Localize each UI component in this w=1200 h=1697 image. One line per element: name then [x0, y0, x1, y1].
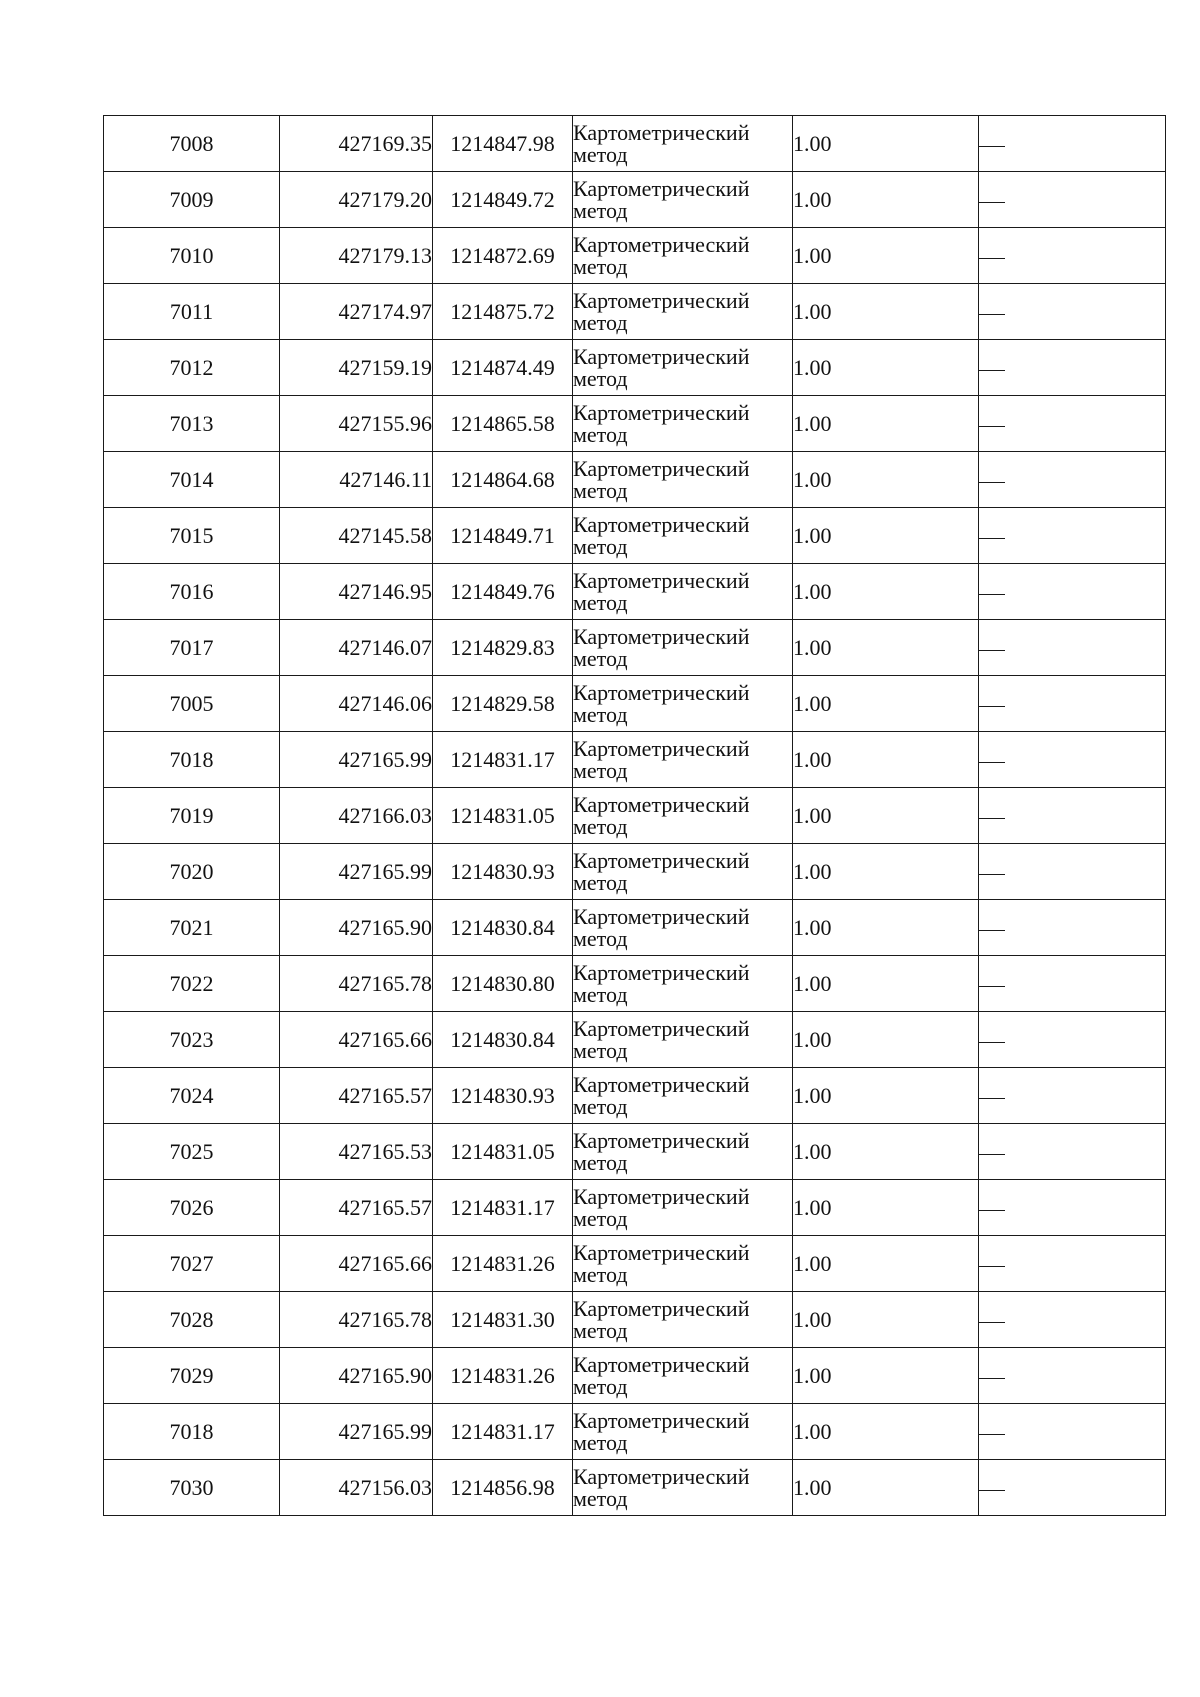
y-coordinate-cell: 1214831.17: [433, 1180, 573, 1236]
table-row: [104, 1404, 1166, 1460]
x-coordinate-cell: 427165.57: [280, 1180, 433, 1236]
accuracy-cell: 1.00: [793, 1236, 979, 1292]
y-coordinate-cell: 1214864.68: [433, 452, 573, 508]
point-number-cell: 7021: [104, 900, 280, 956]
description-cell: [979, 564, 1166, 620]
y-coordinate-cell: 1214849.72: [433, 172, 573, 228]
point-number-cell: 7023: [104, 1012, 280, 1068]
accuracy-cell: 1.00: [793, 620, 979, 676]
x-coordinate-cell: 427165.99: [280, 1404, 433, 1460]
point-number-cell: 7015: [104, 508, 280, 564]
description-cell: [979, 900, 1166, 956]
point-number-cell: 7018: [104, 732, 280, 788]
point-number-cell: 7029: [104, 1348, 280, 1404]
dash-mark: [979, 370, 1005, 371]
x-coordinate-cell: 427156.03: [280, 1460, 433, 1516]
dash-mark: [979, 1322, 1005, 1323]
description-cell: [979, 956, 1166, 1012]
accuracy-cell: 1.00: [793, 508, 979, 564]
method-cell: Картометрический метод: [573, 1236, 793, 1292]
method-cell: Картометрический метод: [573, 900, 793, 956]
point-number-cell: 7016: [104, 564, 280, 620]
dash-mark: [979, 874, 1005, 875]
accuracy-cell: 1.00: [793, 1012, 979, 1068]
description-cell: [979, 620, 1166, 676]
y-coordinate-cell: 1214874.49: [433, 340, 573, 396]
x-coordinate-cell: 427146.95: [280, 564, 433, 620]
method-cell: Картометрический метод: [573, 1068, 793, 1124]
method-cell: Картометрический метод: [573, 1348, 793, 1404]
x-coordinate-cell: 427169.35: [280, 116, 433, 172]
accuracy-cell: 1.00: [793, 1124, 979, 1180]
point-number-cell: 7012: [104, 340, 280, 396]
accuracy-cell: 1.00: [793, 116, 979, 172]
x-coordinate-cell: 427146.11: [280, 452, 433, 508]
description-cell: [979, 508, 1166, 564]
y-coordinate-cell: 1214830.84: [433, 1012, 573, 1068]
x-coordinate-cell: 427146.06: [280, 676, 433, 732]
accuracy-cell: 1.00: [793, 228, 979, 284]
x-coordinate-cell: 427179.20: [280, 172, 433, 228]
method-cell: Картометрический метод: [573, 1292, 793, 1348]
accuracy-cell: 1.00: [793, 1460, 979, 1516]
point-number-cell: 7025: [104, 1124, 280, 1180]
x-coordinate-cell: 427165.99: [280, 844, 433, 900]
method-cell: Картометрический метод: [573, 732, 793, 788]
table-row: [104, 396, 1166, 452]
accuracy-cell: 1.00: [793, 676, 979, 732]
dash-mark: [979, 426, 1005, 427]
description-cell: [979, 1236, 1166, 1292]
accuracy-cell: 1.00: [793, 284, 979, 340]
table-row: [104, 900, 1166, 956]
dash-mark: [979, 1490, 1005, 1491]
x-coordinate-cell: 427165.53: [280, 1124, 433, 1180]
y-coordinate-cell: 1214829.58: [433, 676, 573, 732]
y-coordinate-cell: 1214872.69: [433, 228, 573, 284]
method-cell: Картометрический метод: [573, 228, 793, 284]
accuracy-cell: 1.00: [793, 1180, 979, 1236]
x-coordinate-cell: 427165.66: [280, 1236, 433, 1292]
dash-mark: [979, 482, 1005, 483]
method-cell: Картометрический метод: [573, 396, 793, 452]
y-coordinate-cell: 1214849.76: [433, 564, 573, 620]
y-coordinate-cell: 1214830.80: [433, 956, 573, 1012]
description-cell: [979, 1404, 1166, 1460]
table-row: [104, 844, 1166, 900]
dash-mark: [979, 146, 1005, 147]
y-coordinate-cell: 1214849.71: [433, 508, 573, 564]
table-row: [104, 1236, 1166, 1292]
point-number-cell: 7008: [104, 116, 280, 172]
method-cell: Картометрический метод: [573, 1180, 793, 1236]
description-cell: [979, 788, 1166, 844]
y-coordinate-cell: 1214831.17: [433, 1404, 573, 1460]
table-row: [104, 1124, 1166, 1180]
dash-mark: [979, 1378, 1005, 1379]
table-row: [104, 284, 1166, 340]
y-coordinate-cell: 1214831.05: [433, 1124, 573, 1180]
dash-mark: [979, 650, 1005, 651]
method-cell: Картометрический метод: [573, 508, 793, 564]
description-cell: [979, 732, 1166, 788]
dash-mark: [979, 538, 1005, 539]
point-number-cell: 7014: [104, 452, 280, 508]
method-cell: Картометрический метод: [573, 1124, 793, 1180]
table-row: [104, 228, 1166, 284]
accuracy-cell: 1.00: [793, 340, 979, 396]
point-number-cell: 7018: [104, 1404, 280, 1460]
x-coordinate-cell: 427166.03: [280, 788, 433, 844]
y-coordinate-cell: 1214865.58: [433, 396, 573, 452]
point-number-cell: 7009: [104, 172, 280, 228]
description-cell: [979, 1124, 1166, 1180]
description-cell: [979, 228, 1166, 284]
accuracy-cell: 1.00: [793, 564, 979, 620]
table-row: [104, 1460, 1166, 1516]
table-row: [104, 1292, 1166, 1348]
y-coordinate-cell: 1214830.93: [433, 844, 573, 900]
x-coordinate-cell: 427165.57: [280, 1068, 433, 1124]
dash-mark: [979, 1042, 1005, 1043]
table-row: [104, 732, 1166, 788]
accuracy-cell: 1.00: [793, 900, 979, 956]
table-row: [104, 116, 1166, 172]
point-number-cell: 7005: [104, 676, 280, 732]
accuracy-cell: 1.00: [793, 452, 979, 508]
description-cell: [979, 1292, 1166, 1348]
y-coordinate-cell: 1214829.83: [433, 620, 573, 676]
accuracy-cell: 1.00: [793, 788, 979, 844]
x-coordinate-cell: 427159.19: [280, 340, 433, 396]
x-coordinate-cell: 427165.99: [280, 732, 433, 788]
description-cell: [979, 452, 1166, 508]
method-cell: Картометрический метод: [573, 284, 793, 340]
x-coordinate-cell: 427165.90: [280, 1348, 433, 1404]
description-cell: [979, 396, 1166, 452]
x-coordinate-cell: 427165.66: [280, 1012, 433, 1068]
x-coordinate-cell: 427145.58: [280, 508, 433, 564]
table-row: [104, 172, 1166, 228]
accuracy-cell: 1.00: [793, 1404, 979, 1460]
y-coordinate-cell: 1214831.26: [433, 1236, 573, 1292]
table-row: [104, 620, 1166, 676]
description-cell: [979, 1068, 1166, 1124]
dash-mark: [979, 1154, 1005, 1155]
method-cell: Картометрический метод: [573, 452, 793, 508]
description-cell: [979, 1012, 1166, 1068]
table-row: [104, 508, 1166, 564]
y-coordinate-cell: 1214830.84: [433, 900, 573, 956]
table-row: [104, 956, 1166, 1012]
coordinates-table-body: [104, 116, 1166, 1516]
point-number-cell: 7026: [104, 1180, 280, 1236]
x-coordinate-cell: 427155.96: [280, 396, 433, 452]
point-number-cell: 7028: [104, 1292, 280, 1348]
point-number-cell: 7024: [104, 1068, 280, 1124]
coordinates-table: [103, 115, 1166, 1516]
y-coordinate-cell: 1214847.98: [433, 116, 573, 172]
dash-mark: [979, 594, 1005, 595]
dash-mark: [979, 1434, 1005, 1435]
dash-mark: [979, 1098, 1005, 1099]
y-coordinate-cell: 1214830.93: [433, 1068, 573, 1124]
accuracy-cell: 1.00: [793, 1292, 979, 1348]
table-row: [104, 788, 1166, 844]
dash-mark: [979, 202, 1005, 203]
method-cell: Картометрический метод: [573, 1460, 793, 1516]
table-row: [104, 1180, 1166, 1236]
point-number-cell: 7013: [104, 396, 280, 452]
dash-mark: [979, 986, 1005, 987]
method-cell: Картометрический метод: [573, 844, 793, 900]
method-cell: Картометрический метод: [573, 1012, 793, 1068]
table-row: [104, 1012, 1166, 1068]
table-row: [104, 564, 1166, 620]
dash-mark: [979, 818, 1005, 819]
table-row: [104, 452, 1166, 508]
method-cell: Картометрический метод: [573, 788, 793, 844]
description-cell: [979, 172, 1166, 228]
dash-mark: [979, 314, 1005, 315]
y-coordinate-cell: 1214856.98: [433, 1460, 573, 1516]
method-cell: Картометрический метод: [573, 620, 793, 676]
dash-mark: [979, 1266, 1005, 1267]
accuracy-cell: 1.00: [793, 172, 979, 228]
dash-mark: [979, 762, 1005, 763]
x-coordinate-cell: 427179.13: [280, 228, 433, 284]
accuracy-cell: 1.00: [793, 844, 979, 900]
x-coordinate-cell: 427146.07: [280, 620, 433, 676]
dash-mark: [979, 930, 1005, 931]
description-cell: [979, 1460, 1166, 1516]
accuracy-cell: 1.00: [793, 732, 979, 788]
description-cell: [979, 340, 1166, 396]
method-cell: Картометрический метод: [573, 172, 793, 228]
table-row: [104, 340, 1166, 396]
method-cell: Картометрический метод: [573, 676, 793, 732]
point-number-cell: 7022: [104, 956, 280, 1012]
x-coordinate-cell: 427165.78: [280, 956, 433, 1012]
y-coordinate-cell: 1214831.05: [433, 788, 573, 844]
accuracy-cell: 1.00: [793, 396, 979, 452]
point-number-cell: 7020: [104, 844, 280, 900]
description-cell: [979, 676, 1166, 732]
table-row: [104, 1348, 1166, 1404]
x-coordinate-cell: 427165.90: [280, 900, 433, 956]
point-number-cell: 7011: [104, 284, 280, 340]
y-coordinate-cell: 1214831.17: [433, 732, 573, 788]
x-coordinate-cell: 427174.97: [280, 284, 433, 340]
dash-mark: [979, 1210, 1005, 1211]
description-cell: [979, 1180, 1166, 1236]
x-coordinate-cell: 427165.78: [280, 1292, 433, 1348]
point-number-cell: 7019: [104, 788, 280, 844]
dash-mark: [979, 258, 1005, 259]
accuracy-cell: 1.00: [793, 1068, 979, 1124]
point-number-cell: 7017: [104, 620, 280, 676]
dash-mark: [979, 706, 1005, 707]
method-cell: Картометрический метод: [573, 116, 793, 172]
y-coordinate-cell: 1214831.30: [433, 1292, 573, 1348]
description-cell: [979, 1348, 1166, 1404]
accuracy-cell: 1.00: [793, 956, 979, 1012]
method-cell: Картометрический метод: [573, 1404, 793, 1460]
y-coordinate-cell: 1214831.26: [433, 1348, 573, 1404]
table-row: [104, 1068, 1166, 1124]
description-cell: [979, 284, 1166, 340]
point-number-cell: 7010: [104, 228, 280, 284]
point-number-cell: 7027: [104, 1236, 280, 1292]
y-coordinate-cell: 1214875.72: [433, 284, 573, 340]
accuracy-cell: 1.00: [793, 1348, 979, 1404]
method-cell: Картометрический метод: [573, 564, 793, 620]
point-number-cell: 7030: [104, 1460, 280, 1516]
description-cell: [979, 116, 1166, 172]
table-row: [104, 676, 1166, 732]
description-cell: [979, 844, 1166, 900]
method-cell: Картометрический метод: [573, 956, 793, 1012]
method-cell: Картометрический метод: [573, 340, 793, 396]
